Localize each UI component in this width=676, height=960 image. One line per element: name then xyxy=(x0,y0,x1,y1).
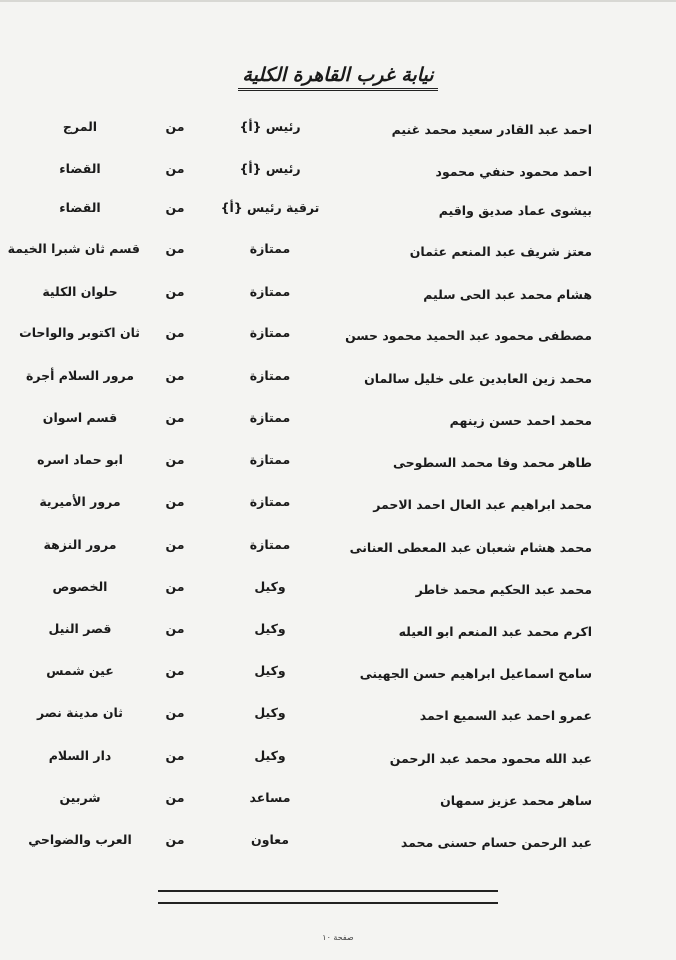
employee-name: هشام محمد عبد الحى سليم xyxy=(423,287,592,302)
from-label: من xyxy=(165,161,185,176)
from-label: من xyxy=(165,410,185,425)
employee-rank: ممتازة xyxy=(249,452,291,467)
employee-rank: مساعد xyxy=(249,790,291,805)
employee-name: محمد عبد الحكيم محمد خاطر xyxy=(415,582,592,597)
employee-origin: ثان اكتوبر والواحات xyxy=(19,325,140,340)
from-label: من xyxy=(165,494,185,509)
employee-origin: قسم اسوان xyxy=(42,410,118,425)
employee-origin: مرور الأميرية xyxy=(39,494,121,509)
list-row xyxy=(0,747,676,771)
list-row xyxy=(0,283,676,307)
employee-name: عمرو احمد عبد السميع احمد xyxy=(419,708,592,723)
employee-rank: ممتازة xyxy=(249,410,291,425)
list-row xyxy=(0,662,676,686)
employee-name: معتز شريف عبد المنعم عثمان xyxy=(409,244,592,259)
employee-origin: ثان مدينة نصر xyxy=(37,705,123,720)
employee-rank: معاون xyxy=(251,832,289,847)
list-row xyxy=(0,160,676,184)
from-label: من xyxy=(165,748,185,763)
from-label: من xyxy=(165,325,185,340)
employee-rank: وكيل xyxy=(254,663,286,678)
from-label: من xyxy=(165,284,185,299)
employee-rank: وكيل xyxy=(254,621,286,636)
from-label: من xyxy=(165,200,185,215)
employee-name: محمد هشام شعبان عبد المعطى العنانى xyxy=(349,540,592,555)
employee-origin: القضاء xyxy=(59,200,101,215)
employee-name: طاهر محمد وفا محمد السطوحى xyxy=(392,455,592,470)
from-label: من xyxy=(165,241,185,256)
employee-name: عبد الرحمن حسام حسنى محمد xyxy=(400,835,592,850)
employee-origin: المرج xyxy=(62,119,98,134)
employee-rank: رئيس {أ} xyxy=(239,161,301,176)
employee-rank: وكيل xyxy=(254,705,286,720)
footer-divider xyxy=(158,890,498,904)
employee-name: ساهر محمد عزيز سمهان xyxy=(440,793,592,808)
employee-origin: حلوان الكلية xyxy=(42,284,118,299)
list-row xyxy=(0,324,676,348)
employee-origin: قصر النيل xyxy=(48,621,112,636)
list-row xyxy=(0,118,676,142)
employee-name: مصطفى محمود عبد الحميد محمود حسن xyxy=(345,328,592,343)
page-title-text: نيابة غرب القاهرة الكلية xyxy=(238,64,437,91)
from-label: من xyxy=(165,452,185,467)
employee-name: احمد محمود حنفي محمود xyxy=(435,164,592,179)
employee-rank: ممتازة xyxy=(249,494,291,509)
employee-name: اكرم محمد عبد المنعم ابو العيله xyxy=(398,624,592,639)
from-label: من xyxy=(165,790,185,805)
from-label: من xyxy=(165,705,185,720)
employee-origin: قسم ثان شبرا الخيمة xyxy=(7,241,140,256)
employee-origin: شربين xyxy=(59,790,101,805)
employee-name: بيشوى عماد صديق واقيم xyxy=(438,203,592,218)
employee-origin: مرور النزهة xyxy=(43,537,117,552)
from-label: من xyxy=(165,119,185,134)
employee-origin: العرب والضواحي xyxy=(28,832,132,847)
list-row xyxy=(0,451,676,475)
employee-rank: ممتازة xyxy=(249,241,291,256)
employee-name: سامح اسماعيل ابراهيم حسن الجهينى xyxy=(359,666,592,681)
employee-origin: دار السلام xyxy=(48,748,112,763)
employee-rank: ممتازة xyxy=(249,368,291,383)
employee-rank: ممتازة xyxy=(249,284,291,299)
employee-rank: رئيس {أ} xyxy=(239,119,301,134)
employee-rank: وكيل xyxy=(254,579,286,594)
employee-origin: عين شمس xyxy=(46,663,114,678)
from-label: من xyxy=(165,832,185,847)
employee-rank: وكيل xyxy=(254,748,286,763)
list-row xyxy=(0,536,676,560)
list-row xyxy=(0,578,676,602)
list-row xyxy=(0,704,676,728)
list-row xyxy=(0,409,676,433)
employee-origin: القضاء xyxy=(59,161,101,176)
employee-origin: ابو حماد اسره xyxy=(37,452,123,467)
page-number: صفحة ١٠ xyxy=(322,933,354,942)
employee-name: محمد زين العابدين على خليل سالمان xyxy=(364,371,592,386)
list-row xyxy=(0,620,676,644)
employee-origin: مرور السلام أجرة xyxy=(26,368,134,383)
list-row xyxy=(0,240,676,264)
employee-origin: الخصوص xyxy=(52,579,108,594)
from-label: من xyxy=(165,368,185,383)
employee-name: عبد الله محمود محمد عبد الرحمن xyxy=(389,751,592,766)
list-row xyxy=(0,367,676,391)
list-row xyxy=(0,831,676,855)
employee-rank: ممتازة xyxy=(249,537,291,552)
from-label: من xyxy=(165,537,185,552)
list-row xyxy=(0,789,676,813)
employee-rank: ترقية رئيس {أ} xyxy=(220,200,320,215)
employee-name: محمد احمد حسن زينهم xyxy=(449,413,592,428)
list-row xyxy=(0,493,676,517)
from-label: من xyxy=(165,621,185,636)
employee-name: احمد عبد القادر سعيد محمد غنيم xyxy=(391,122,592,137)
employee-rank: ممتازة xyxy=(249,325,291,340)
from-label: من xyxy=(165,579,185,594)
employee-name: محمد ابراهيم عبد العال احمد الاحمر xyxy=(373,497,592,512)
page-title xyxy=(0,64,676,86)
list-row xyxy=(0,199,676,223)
from-label: من xyxy=(165,663,185,678)
